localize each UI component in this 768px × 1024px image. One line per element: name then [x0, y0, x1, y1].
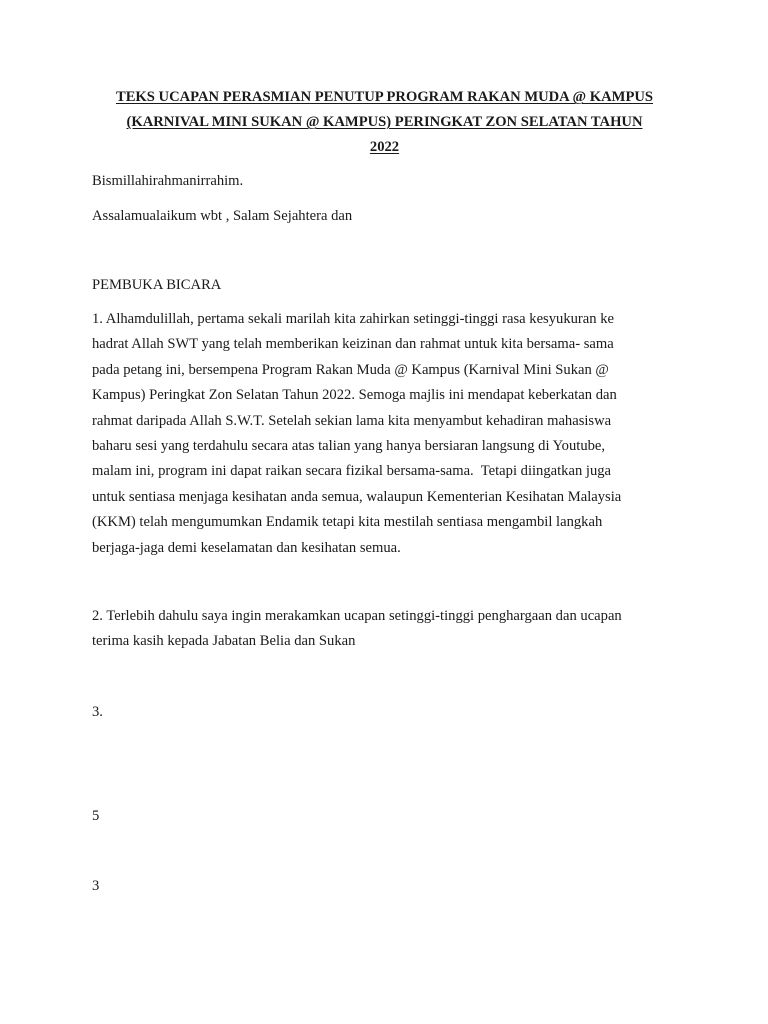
paragraph-1 [92, 307, 692, 561]
paragraph-1-line: (KKM) telah mengumumkan Endamik tetapi kita mestilah sentiasa mengambil langkah [92, 514, 603, 531]
paragraph-1-line: pada petang ini, bersempena Program Rakan Muda @ Kampus (Karnival Mini Sukan @ [92, 361, 609, 378]
paragraph-1-line: hadrat Allah SWT yang telah memberikan keizinan dan rahmat untuk kita bersama- sama [92, 336, 614, 353]
title-line-3: 2022 [369, 139, 400, 155]
item-3-repeat: 3 [92, 878, 100, 894]
item-5: 5 [92, 808, 100, 824]
title-line-1: TEKS UCAPAN PERASMIAN PENUTUP PROGRAM RAKAN MUDA @ KAMPUS [115, 89, 654, 105]
paragraph-1-line: 1. Alhamdulillah, pertama sekali marilah kita zahirkan setinggi-tinggi rasa kesyukuran ke [92, 311, 614, 327]
paragraph-1-line: untuk sentiasa menjaga kesihatan anda semua, walaupun Kementerian Kesihatan Malaysia [92, 488, 622, 505]
paragraph-2 [92, 604, 692, 655]
paragraph-1-line: Kampus) Peringkat Zon Selatan Tahun 2022. Semoga majlis ini mendapat keberkatan dan [92, 387, 617, 404]
paragraph-1-line: baharu sesi yang terdahulu secara atas talian yang hanya bersiaran langsung di Youtube, [92, 438, 606, 455]
document-title [92, 85, 677, 160]
paragraph-1-line: malam ini, program ini dapat raikan secara fizikal bersama-sama. Tetapi diingatkan juga [92, 463, 612, 480]
item-3: 3. [92, 704, 103, 720]
section-heading: PEMBUKA BICARA [92, 277, 222, 293]
paragraph-2-line: terima kasih kepada Jabatan Belia dan Sukan [92, 633, 356, 650]
title-line-2: (KARNIVAL MINI SUKAN @ KAMPUS) PERINGKAT ZON SELATAN TAHUN [126, 114, 643, 130]
paragraph-1-line: berjaga-jaga demi keselamatan dan kesihatan semua. [92, 539, 401, 556]
paragraph-2-line: 2. Terlebih dahulu saya ingin merakamkan ucapan setinggi-tinggi penghargaan dan ucapan [92, 608, 622, 624]
greeting-bismillah: Bismillahirahmanirrahim. [92, 173, 244, 189]
greeting-salam: Assalamualaikum wbt , Salam Sejahtera dan [92, 208, 353, 224]
paragraph-1-line: rahmat daripada Allah S.W.T. Setelah sekian lama kita menyambut kehadiran mahasiswa [92, 412, 612, 429]
